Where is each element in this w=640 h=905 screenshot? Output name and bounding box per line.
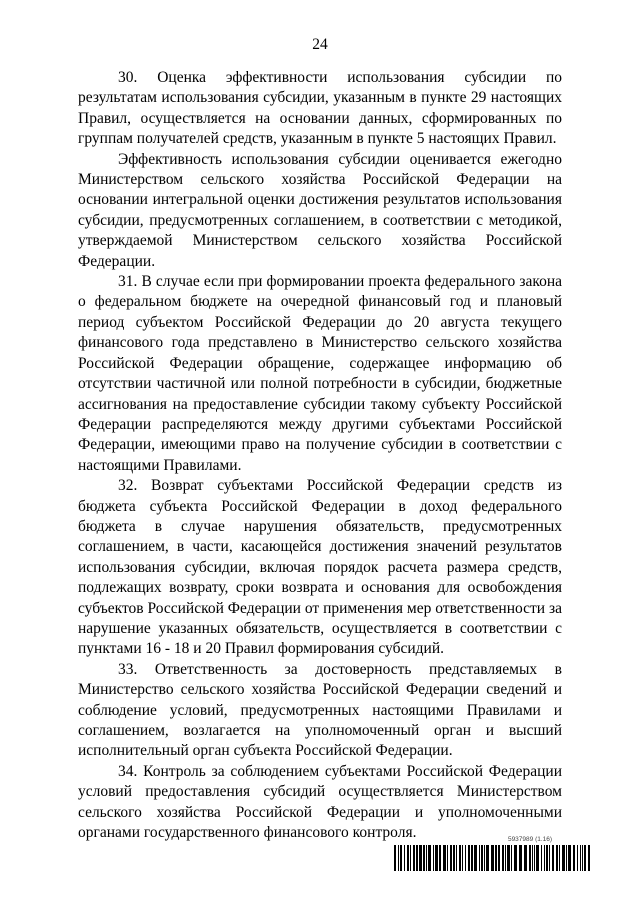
document-body (78, 68, 562, 843)
paragraph-31: 31. В случае если при формировании проекта федерального закона о федеральном бюджете на очередной финансовый год и плановый период субъектом Российской Федерации до 20 августа текущего финансового года представлено в Министерство сельского хозяйства Российской Федерации обращение, содержащее информацию об отсутствии частичной или полной потребности в субсидии, бюджетные ассигнования на предоставление субсидии такому субъекту Российской Федерации распределяются между другими субъектами Российской Федерации, имеющими право на получение субсидии в соответствии с настоящими Правилами. (78, 273, 562, 474)
paragraph-efficiency: Эффективность использования субсидии оценивается ежегодно Министерством сельского хозяйства Российской Федерации на основании интегральной оценки достижения результатов использования субсидии, предусмотренных соглашением, в соответствии с методикой, утверждаемой Министерством сельского хозяйства Российской Федерации. (78, 150, 562, 270)
paragraph-32: 32. Возврат субъектами Российской Федерации средств из бюджета субъекта Российской Федерации в доход федерального бюджета в случае нарушения обязательств, предусмотренных соглашением, в части, касающейся достижения значений результатов использования субсидии, включая порядок расчета размера средств, подлежащих возврату, сроки возврата и основания для освобождения субъектов Российской Федерации от применения мер ответственности за нарушение указанных обязательств, осуществляется в соответствии с пунктами 16 - 18 и 20 Правил формирования субсидий. (78, 477, 562, 658)
barcode-icon (394, 845, 590, 871)
paragraph-33: 33. Ответственность за достоверность представляемых в Министерство сельского хозяйства Российской Федерации сведений и соблюдение условий, предусмотренных настоящими Правилами и соглашением, возлагается на уполномоченный орган и высший исполнительный орган субъекта Российской Федерации. (78, 660, 562, 760)
page-number: 24 (312, 36, 328, 53)
paragraph-30: 30. Оценка эффективности использования субсидии по результатам использования субсидии, указанным в пункте 29 настоящих Правил, осуществляется на основании данных, сформированных по группам получателей средств, указанным в пункте 5 настоящих Правил. (78, 69, 562, 148)
barcode-label: 5937989 (1.16) (507, 836, 553, 843)
paragraph-34: 34. Контроль за соблюдением субъектами Российской Федерации условий предоставления субсидий осуществляется Министерством сельского хозяйства Российской Федерации и уполномоченными органами государственного финансового контроля. (78, 762, 562, 842)
